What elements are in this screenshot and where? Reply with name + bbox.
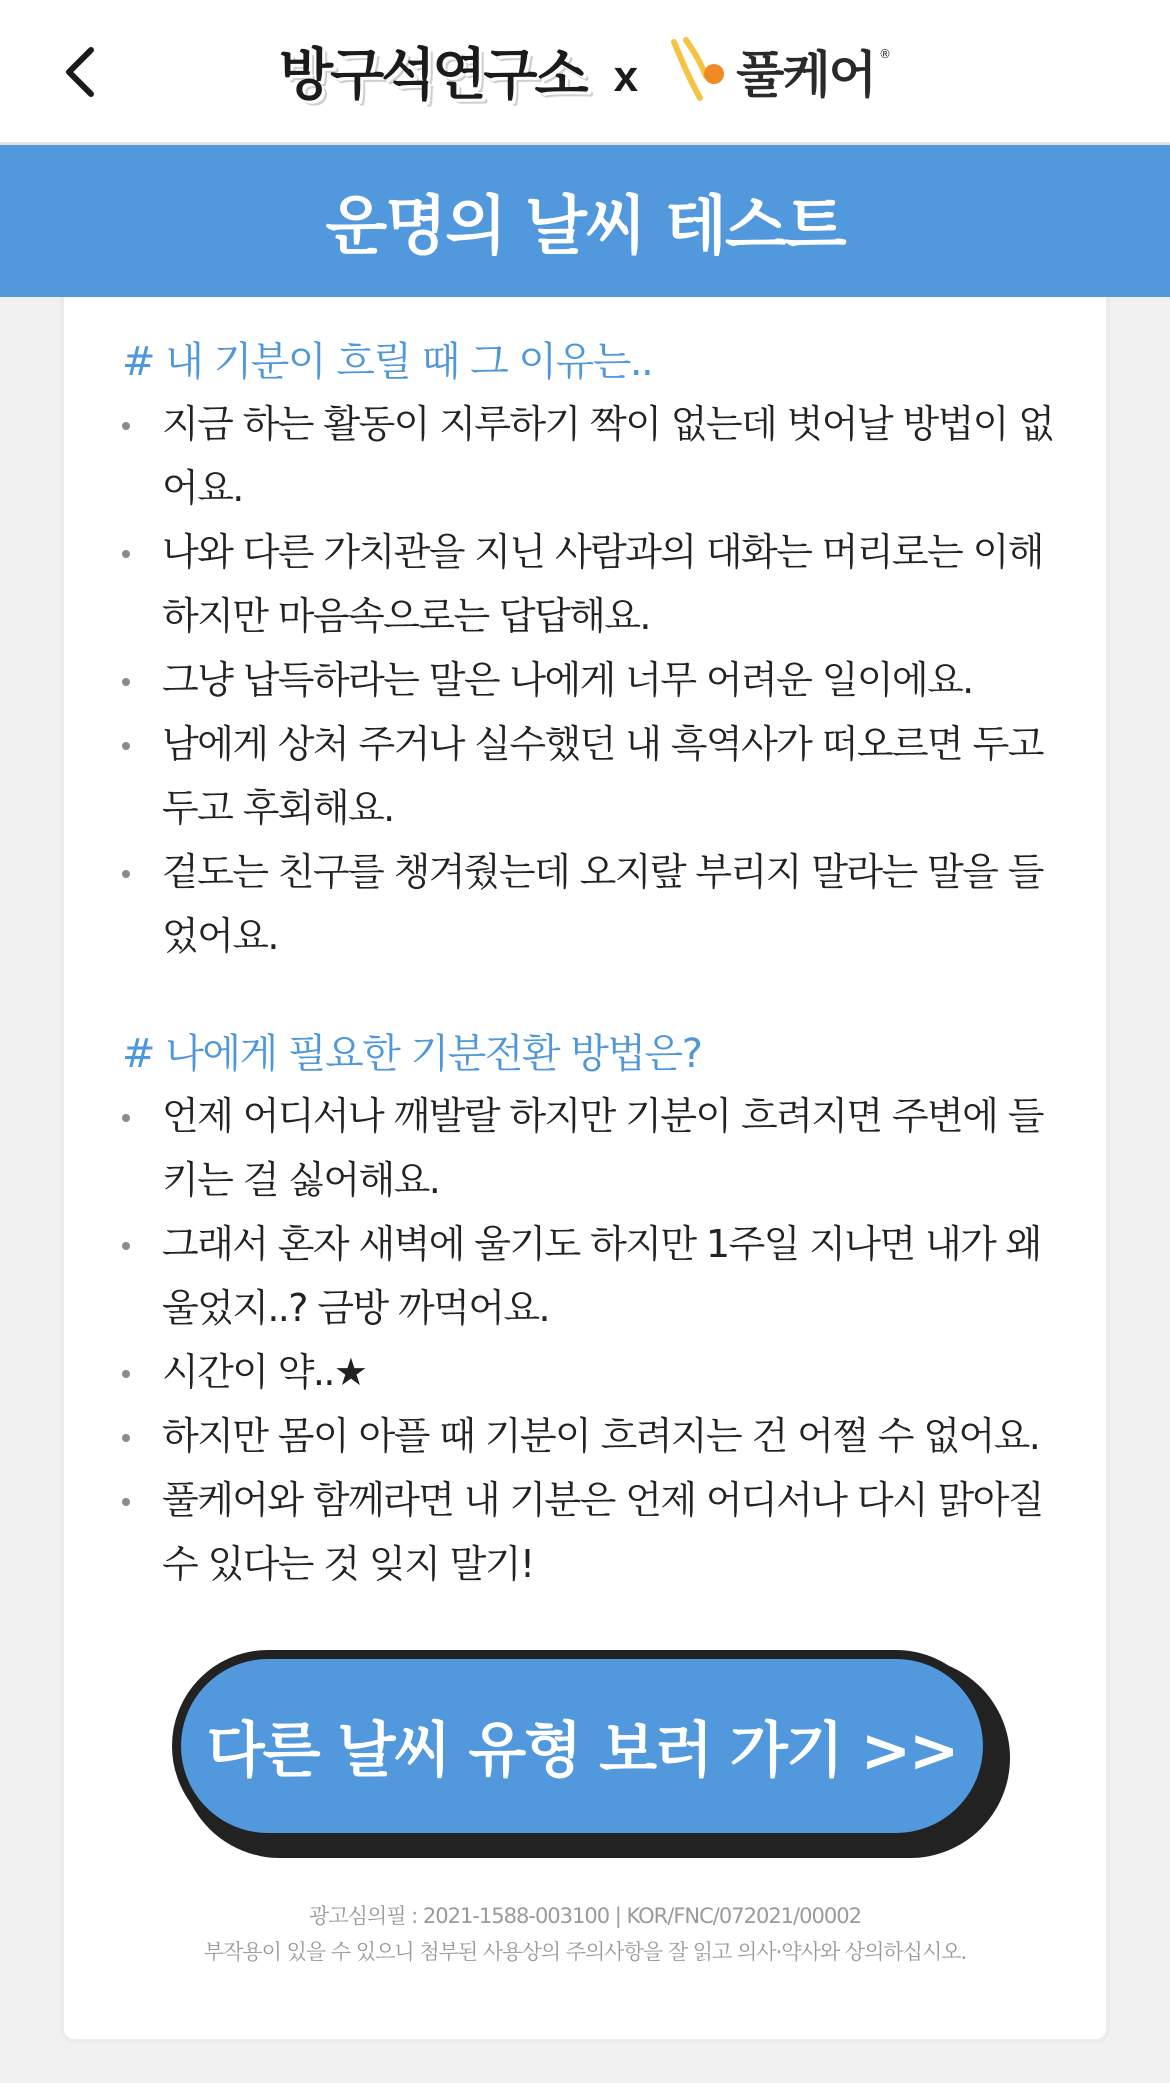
logo-lab: 방구석연구소	[279, 43, 586, 108]
page-title: 운명의 날씨 테스트	[325, 190, 845, 264]
list-item: 지금 하는 활동이 지루하기 짝이 없는데 벗어날 방법이 없어요.	[122, 392, 1062, 520]
other-weather-button[interactable]	[172, 1650, 992, 1842]
list-item: 그래서 혼자 새벽에 울기도 하지만 1주일 지나면 내가 왜 울었지..? 금방 까먹어요.	[122, 1212, 1062, 1340]
list-item: 남에게 상처 주거나 실수했던 내 흑역사가 떠오르면 두고두고 후회해요.	[122, 712, 1062, 840]
logo-separator: x	[613, 52, 639, 101]
partner-logos	[0, 28, 1170, 114]
title-banner	[0, 145, 1170, 297]
list-item: 풀케어와 함께라면 내 기분은 언제 어디서나 다시 맑아질 수 있다는 것 잊지 말기!	[122, 1468, 1062, 1596]
caution-text: 부작용이 있을 수 있으니 첨부된 사용상의 주의사항을 잘 읽고 의사·약사와 상의하십시오.	[203, 1940, 967, 1964]
logo-brand-text: 풀케어	[736, 46, 875, 104]
ad-approval-text: 광고심의필 : 2021-1588-003100 | KOR/FNC/072021/00002	[309, 1904, 861, 1928]
method-list	[122, 1084, 1062, 1596]
section-title-reason: # 내 기분이 흐릴 때 그 이유는..	[122, 339, 653, 385]
list-item: 언제 어디서나 깨발랄 하지만 기분이 흐려지면 주변에 들키는 걸 싫어해요.	[122, 1084, 1062, 1212]
registered-mark: ®	[878, 47, 891, 61]
other-weather-button-label: 다른 날씨 유형 보러 가기 >>	[206, 1716, 958, 1786]
list-item: 겉도는 친구를 챙겨줬는데 오지랖 부리지 말라는 말을 들었어요.	[122, 840, 1062, 968]
section-title-method: # 나에게 필요한 기분전환 방법은?	[122, 1031, 702, 1077]
list-item: 시간이 약..★	[122, 1340, 1062, 1404]
list-item: 나와 다른 가치관을 지닌 사람과의 대화는 머리로는 이해하지만 마음속으로는 답답해요.	[122, 520, 1062, 648]
list-item: 하지만 몸이 아플 때 기분이 흐려지는 건 어쩔 수 없어요.	[122, 1404, 1062, 1468]
logo-brand	[666, 35, 891, 107]
reason-list	[122, 392, 1062, 968]
brand-mark-icon	[666, 36, 732, 106]
app-header	[0, 0, 1170, 145]
list-item: 그냥 납득하라는 말은 나에게 너무 어려운 일이에요.	[122, 648, 1062, 712]
